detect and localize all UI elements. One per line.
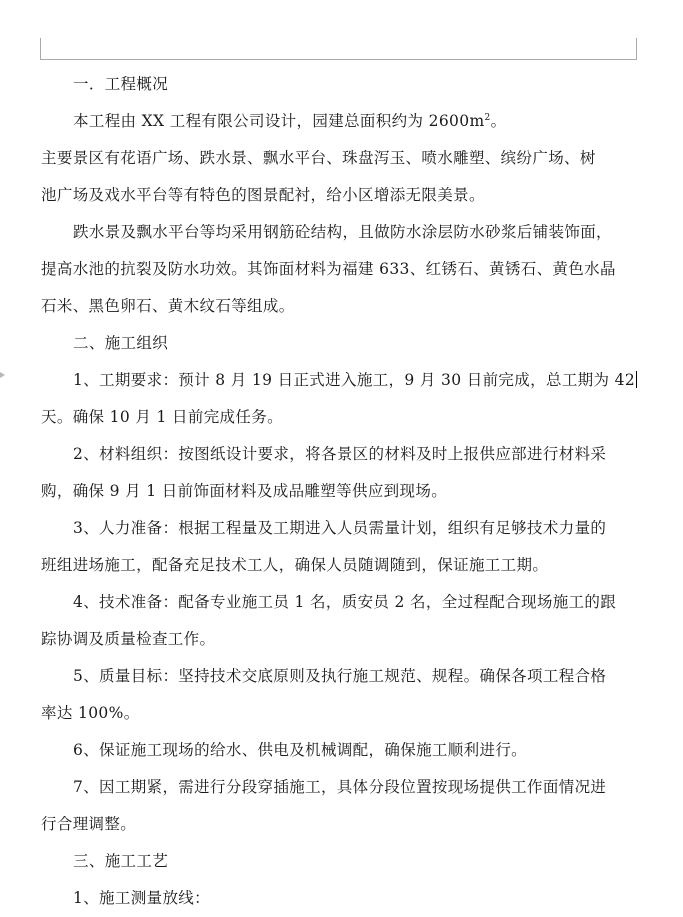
text-line: 1、施工测量放线： <box>73 889 211 907</box>
ruler-marker <box>0 372 5 378</box>
paragraph-manpower <box>41 510 637 584</box>
text-line: 7、因工期紧，需进行分段穿插施工，具体分段位置按现场提供工作面情况进 <box>73 778 607 796</box>
paragraph-project-intro <box>41 103 637 140</box>
heading-text: 三、施工工艺 <box>73 852 169 870</box>
text-cursor <box>636 371 637 388</box>
text-line: 行合理调整。 <box>41 815 137 833</box>
page-margin-corner-top-right <box>636 38 637 60</box>
heading-text: 二、施工组织 <box>73 334 169 352</box>
section-heading-overview <box>41 66 637 103</box>
heading-text: 一．工程概况 <box>73 75 169 93</box>
text-line: 踪协调及质量检查工作。 <box>41 630 216 648</box>
text-line: 跌水景及飘水平台等均采用钢筋砼结构，且做防水涂层防水砂浆后铺装饰面， <box>73 223 612 241</box>
text-line: 4、技术准备：配备专业施工员 1 名，质安员 2 名，全过程配合现场施工的跟 <box>73 593 617 611</box>
header-margin-line <box>40 59 637 60</box>
text-line: 主要景区有花语广场、跌水景、飘水平台、珠盘泻玉、喷水雕塑、缤纷广场、树 <box>41 149 596 167</box>
text-line: 池广场及戏水平台等有特色的图景配衬，给小区增添无限美景。 <box>41 186 485 204</box>
page-margin-corner-top-left <box>40 38 41 60</box>
text-line: 2、材料组织：按图纸设计要求，将各景区的材料及时上报供应部进行材料采 <box>73 445 607 463</box>
text-line: 天。确保 10 月 1 日前完成任务。 <box>41 408 283 426</box>
text-line: 班组进场施工，配备充足技术工人，确保人员随调随到，保证施工工期。 <box>41 556 549 574</box>
document-body[interactable] <box>41 66 637 917</box>
paragraph-site-supply <box>41 732 637 769</box>
text-line-content: 1、工期要求：预计 8 月 19 日正式进入施工，9 月 30 日前完成，总工期为 42 <box>73 371 636 389</box>
text-line <box>41 362 637 399</box>
text-line: 3、人力准备：根据工程量及工期进入人员需量计划，组织有足够技术力量的 <box>73 519 607 537</box>
text-line: 5、质量目标：坚持技术交底原则及执行施工规范、规程。确保各项工程合格 <box>73 667 607 685</box>
text-line: 购，确保 9 月 1 日前饰面材料及成品雕塑等供应到现场。 <box>41 482 448 500</box>
paragraph-technical <box>41 584 637 658</box>
paragraph-structure <box>41 214 637 325</box>
paragraph-quality <box>41 658 637 732</box>
paragraph-materials <box>41 436 637 510</box>
text-line: 石米、黑色卵石、黄木纹石等组成。 <box>41 297 295 315</box>
paragraph-text-end: 。 <box>490 112 507 130</box>
text-line: 6、保证施工现场的给水、供电及机械调配，确保施工顺利进行。 <box>73 741 528 759</box>
section-heading-process <box>41 843 637 880</box>
paragraph-schedule <box>41 362 637 436</box>
paragraph-main-scenes <box>41 140 637 214</box>
section-heading-organization <box>41 325 637 362</box>
superscript-2: 2 <box>484 113 491 123</box>
text-line: 率达 100%。 <box>41 704 140 722</box>
paragraph-survey <box>41 880 637 917</box>
paragraph-text: 本工程由 XX 工程有限公司设计，园建总面积约为 2600m <box>73 112 485 130</box>
text-line: 提高水池的抗裂及防水功效。其饰面材料为福建 633、红锈石、黄锈石、黄色水晶 <box>41 260 616 278</box>
paragraph-staging <box>41 769 637 843</box>
